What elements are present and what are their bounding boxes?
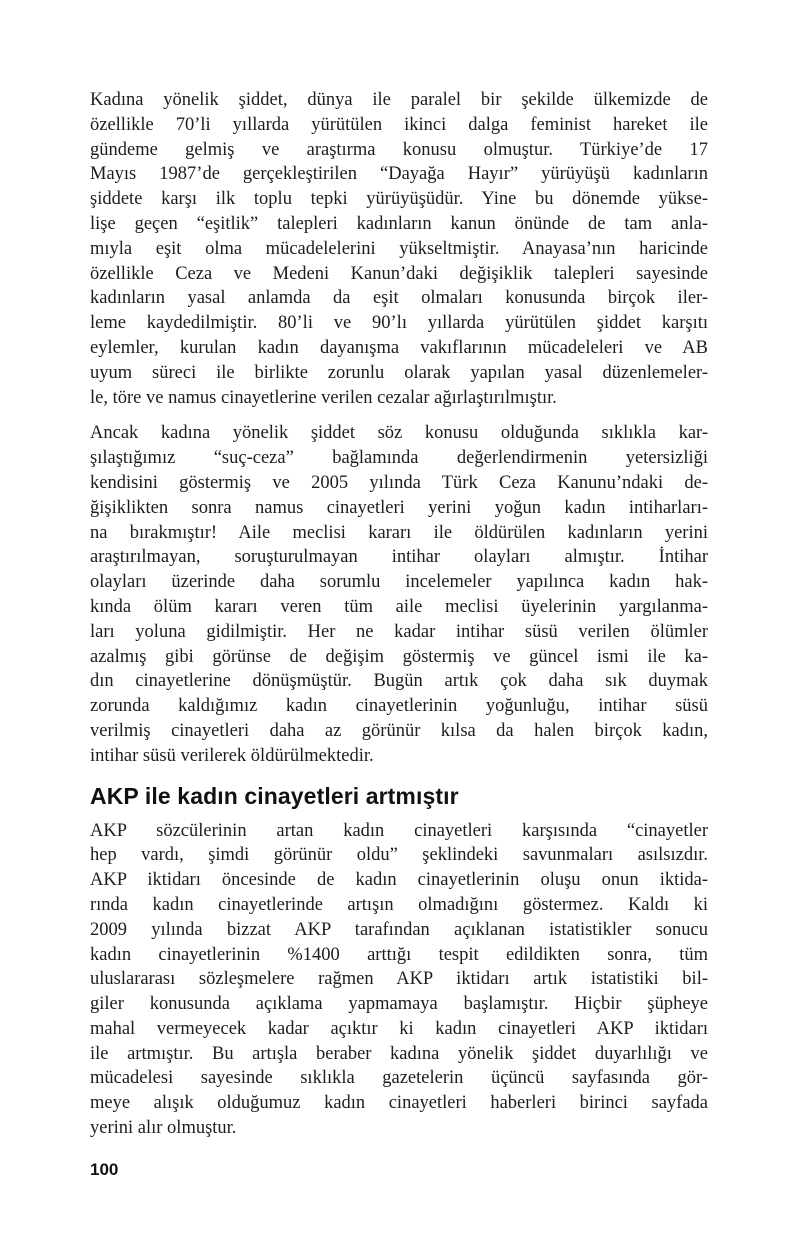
body-line: giler konusunda açıklama yapmamaya başlamıştır. Hiçbir şüpheye [90,994,708,1015]
body-line: ları yoluna gidilmiştir. Her ne kadar intihar süsü verilen ölümler [90,621,708,642]
body-line: AKP iktidarı öncesinde de kadın cinayetlerinin oluşu onun iktida- [90,870,708,891]
body-line: ğişiklikten sonra namus cinayetleri yerini yoğun kadın intiharları- [90,497,708,518]
body-line: şiddete karşı ilk toplu tepki yürüyüşüdür. Yine bu dönemde yükse- [90,189,708,210]
body-line: verilmiş cinayetleri daha az görünür kılsa da halen birçok kadın, [90,720,708,741]
body-line: ile artmıştır. Bu artışla beraber kadına yönelik şiddet duyarlılığı ve [90,1043,708,1064]
page-number: 100 [90,1160,119,1179]
body-line: araştırılmayan, soruşturulmayan intihar olayları almıştır. İntihar [90,547,708,568]
text-column [90,88,708,1152]
body-line: 2009 yılında bizzat AKP tarafından açıklanan istatistikler sonucu [90,919,708,940]
body-line: yerini alır olmuştur. [90,1118,237,1139]
paragraph-2 [90,421,708,768]
body-line: kendisini göstermiş ve 2005 yılında Türk Ceza Kanunu’ndaki de- [90,472,708,493]
body-line: Mayıs 1987’de gerçekleştirilen “Dayağa Hayır” yürüyüşü kadınların [90,164,708,185]
section-heading: AKP ile kadın cinayetleri artmıştır [90,782,459,809]
body-line: olayları üzerinde daha sorumlu incelemeler yapılınca kadın hak- [90,572,708,593]
body-line: rında kadın cinayetlerinde artışın olmadığını göstermez. Kaldı ki [90,894,708,915]
body-line: kında ölüm kararı veren tüm aile meclisi üyelerinin yargılanma- [90,596,708,617]
body-line: Ancak kadına yönelik şiddet söz konusu olduğunda sıklıkla kar- [90,423,708,444]
body-line: şılaştığımız “suç-ceza” bağlamında değerlendirmenin yetersizliği [90,448,708,469]
body-line: le, töre ve namus cinayetlerine verilen cezalar ağırlaştırılmıştır. [90,387,557,408]
body-line: zorunda kaldığımız kadın cinayetlerinin yoğunluğu, intihar süsü [90,696,708,717]
body-line: azalmış gibi görünse de değişim göstermiş ve güncel ismi ile ka- [90,646,708,667]
body-line: gündeme gelmiş ve araştırma konusu olmuştur. Türkiye’de 17 [90,139,708,160]
body-line: özellikle Ceza ve Medeni Kanun’daki değişiklik talepleri sayesinde [90,263,708,284]
body-line: eylemler, kurulan kadın dayanışma vakıflarının mücadeleleri ve AB [90,337,708,358]
body-line: Kadına yönelik şiddet, dünya ile paralel bir şekilde ülkemizde de [90,90,708,110]
body-line: meye alışık olduğumuz kadın cinayetleri haberleri birinci sayfada [90,1093,708,1114]
body-line: özellikle 70’li yıllarda yürütülen ikinci dalga feminist hareket ile [90,114,708,135]
body-line: kadınların yasal anlamda da eşit olmaları konusunda birçok iler- [90,288,708,309]
body-line: uyum süreci ile birlikte zorunlu olarak yapılan yasal düzenlemeler- [90,362,708,383]
body-line: hep vardı, şimdi görünür oldu” şeklindeki savunmaları asılsızdır. [90,845,708,866]
body-line: lişe geçen “eşitlik” talepleri kadınların kanun önünde de tam anla- [90,213,708,234]
body-line: AKP sözcülerinin artan kadın cinayetleri karşısında “cinayetler [90,820,708,841]
body-line: intihar süsü verilerek öldürülmektedir. [90,745,374,766]
body-line: dın cinayetlerine dönüşmüştür. Bugün artık çok daha sık duymak [90,671,708,692]
body-line: leme kaydedilmiştir. 80’li ve 90’lı yıllarda yürütülen şiddet karşıtı [90,313,708,334]
body-line: mıyla eşit olma mücadelelerini yükseltmiştir. Anayasa’nın haricinde [90,238,708,259]
body-line: mahal vermeyecek kadar açıktır ki kadın cinayetleri AKP iktidarı [90,1018,708,1039]
paragraph-3 [90,819,708,1141]
body-line: uluslararası sözleşmelere rağmen AKP iktidarı artık istatistiki bil- [90,969,708,990]
body-line: kadın cinayetlerinin %1400 arttığı tespit edildikten sonra, tüm [90,944,708,965]
body-line: na bırakmıştır! Aile meclisi kararı ile öldürülen kadınların yerini [90,522,708,543]
body-line: mücadelesi sayesinde sıklıkla gazetelerin üçüncü sayfasında gör- [90,1068,708,1089]
paragraph-1 [90,88,708,410]
